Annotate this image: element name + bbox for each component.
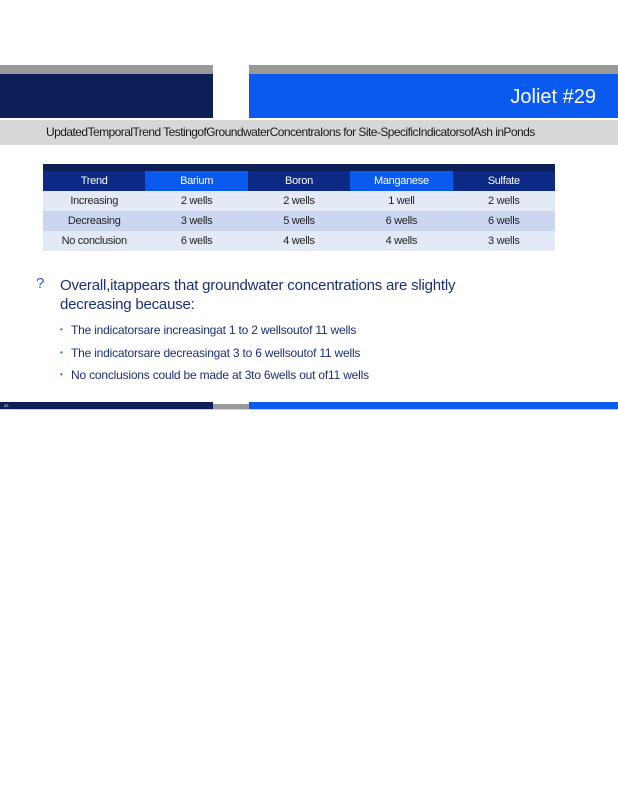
table-cell: 2 wells — [453, 191, 555, 211]
column-header-manganese: Manganese — [350, 171, 452, 191]
table-row — [43, 211, 555, 231]
table-header-row — [43, 171, 555, 191]
table-top-bar — [43, 164, 555, 171]
table-cell: Decreasing — [43, 211, 145, 231]
table-row — [43, 231, 555, 251]
header-gray-stripe — [0, 65, 618, 74]
list-item-text: The indicatorsare increasingat 1 to 2 wellsoutof 11 wells — [71, 323, 357, 337]
list-item — [60, 345, 369, 368]
page-number: 22 — [4, 403, 9, 408]
column-header-sulfate: Sulfate — [453, 171, 555, 191]
list-item-text: The indicatorsare decreasingat 3 to 6 wellsoutof 11 wells — [71, 345, 361, 360]
table-cell: 2 wells — [248, 191, 350, 211]
trend-table — [43, 171, 555, 251]
column-header-barium: Barium — [145, 171, 247, 191]
list-item-text: No conclusions could be made at 3to 6wells out of11 wells — [71, 368, 369, 382]
table-cell: 3 wells — [145, 211, 247, 231]
header-white-notch — [213, 65, 249, 74]
table-cell: 1 well — [350, 191, 452, 211]
bullet-marker-icon: ? — [36, 275, 45, 292]
table-cell: Increasing — [43, 191, 145, 211]
list-item — [60, 367, 369, 390]
slide-title: Joliet #29 — [510, 86, 596, 108]
bullet-dot-icon: • — [60, 325, 63, 334]
main-bullet-text: Overall,itappears that groundwater concentrations are slightly decreasing because: — [60, 277, 456, 313]
table-cell: 4 wells — [350, 231, 452, 251]
bullet-dot-icon: • — [60, 347, 63, 357]
table-cell: 5 wells — [248, 211, 350, 231]
bullet-dot-icon: • — [60, 370, 63, 379]
table-cell: 2 wells — [145, 191, 247, 211]
table-cell: No conclusion — [43, 231, 145, 251]
table-cell: 6 wells — [453, 211, 555, 231]
table-cell: 4 wells — [248, 231, 350, 251]
header-navy-block — [0, 74, 213, 118]
table-cell: 6 wells — [350, 211, 452, 231]
table-cell: 6 wells — [145, 231, 247, 251]
footer-blue-stripe — [249, 402, 618, 409]
slide-subtitle: UpdatedTemporalTrend TestingofGroundwaterConcentraIons for Site-SpecificIndicatorsofAsh inPonds — [46, 125, 535, 139]
sub-bullet-list — [60, 322, 369, 390]
column-header-boron: Boron — [248, 171, 350, 191]
table-row — [43, 191, 555, 211]
column-header-trend: Trend — [43, 171, 145, 191]
footer-rule — [0, 409, 618, 410]
list-item — [60, 322, 369, 345]
table-cell: 3 wells — [453, 231, 555, 251]
footer-navy-stripe — [0, 402, 213, 409]
